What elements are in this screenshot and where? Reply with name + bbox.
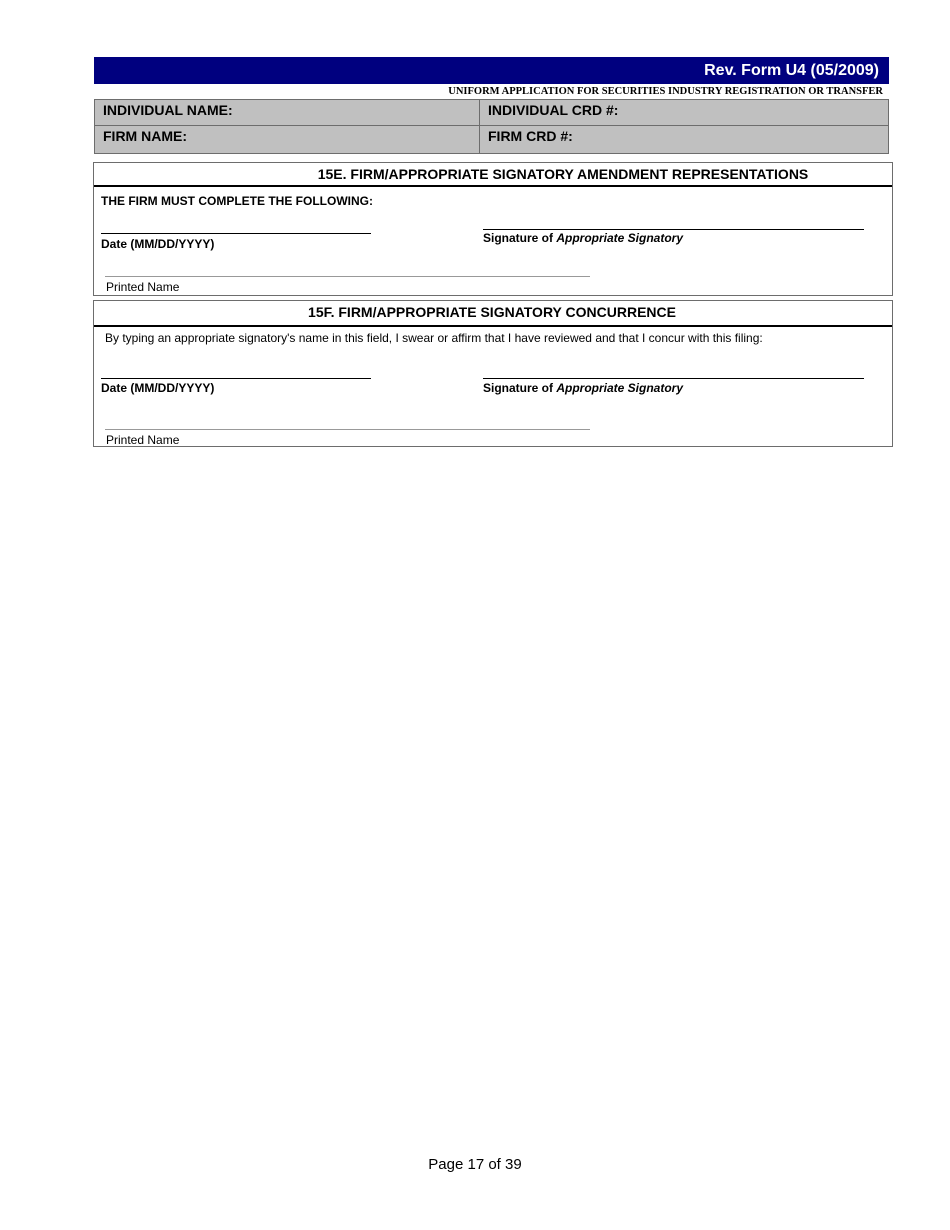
section-15e-instruction: THE FIRM MUST COMPLETE THE FOLLOWING:: [101, 194, 373, 208]
section-15e-header: [94, 163, 892, 187]
section-15e: [93, 162, 893, 296]
printed-name-line-15f[interactable]: [105, 429, 590, 430]
date-line-15f[interactable]: [101, 378, 371, 379]
signature-role-15e: Appropriate Signatory: [556, 231, 684, 245]
signature-prefix-15f: Signature of: [483, 381, 557, 395]
section-15f-title: 15F. FIRM/APPROPRIATE SIGNATORY CONCURRENCE: [308, 304, 676, 320]
date-label-15e: Date (MM/DD/YYYY): [101, 237, 215, 251]
signature-role-15f: Appropriate Signatory: [556, 381, 684, 395]
printed-name-line-15e[interactable]: [105, 276, 590, 277]
date-line-15e[interactable]: [101, 233, 371, 234]
signature-label-15f: [483, 381, 683, 395]
section-15f-statement: By typing an appropriate signatory's name in this field, I swear or affirm that I have reviewed and that I concur with this filing:: [105, 331, 763, 345]
page-number: Page 17 of 39: [428, 1156, 522, 1173]
date-label-15f: Date (MM/DD/YYYY): [101, 381, 215, 395]
firm-crd-field[interactable]: [479, 125, 889, 154]
signature-prefix-15e: Signature of: [483, 231, 557, 245]
printed-name-label-15f: Printed Name: [106, 433, 180, 447]
individual-crd-label: INDIVIDUAL CRD #:: [488, 102, 619, 118]
form-subtitle: UNIFORM APPLICATION FOR SECURITIES INDUSTRY REGISTRATION OR TRANSFER: [448, 86, 883, 97]
firm-name-label: FIRM NAME:: [103, 128, 187, 144]
printed-name-label-15e: Printed Name: [106, 280, 180, 294]
form-title-banner: Rev. Form U4 (05/2009): [94, 57, 889, 84]
firm-crd-label: FIRM CRD #:: [488, 128, 573, 144]
signature-label-15e: [483, 231, 683, 245]
individual-name-label: INDIVIDUAL NAME:: [103, 102, 233, 118]
signature-line-15e[interactable]: [483, 229, 864, 230]
individual-name-field[interactable]: [94, 99, 480, 126]
individual-crd-field[interactable]: [479, 99, 889, 126]
section-15f: [93, 300, 893, 447]
signature-line-15f[interactable]: [483, 378, 864, 379]
firm-name-field[interactable]: [94, 125, 480, 154]
section-15f-header: [94, 301, 892, 327]
section-15e-title: 15E. FIRM/APPROPRIATE SIGNATORY AMENDMENT REPRESENTATIONS: [317, 166, 809, 182]
